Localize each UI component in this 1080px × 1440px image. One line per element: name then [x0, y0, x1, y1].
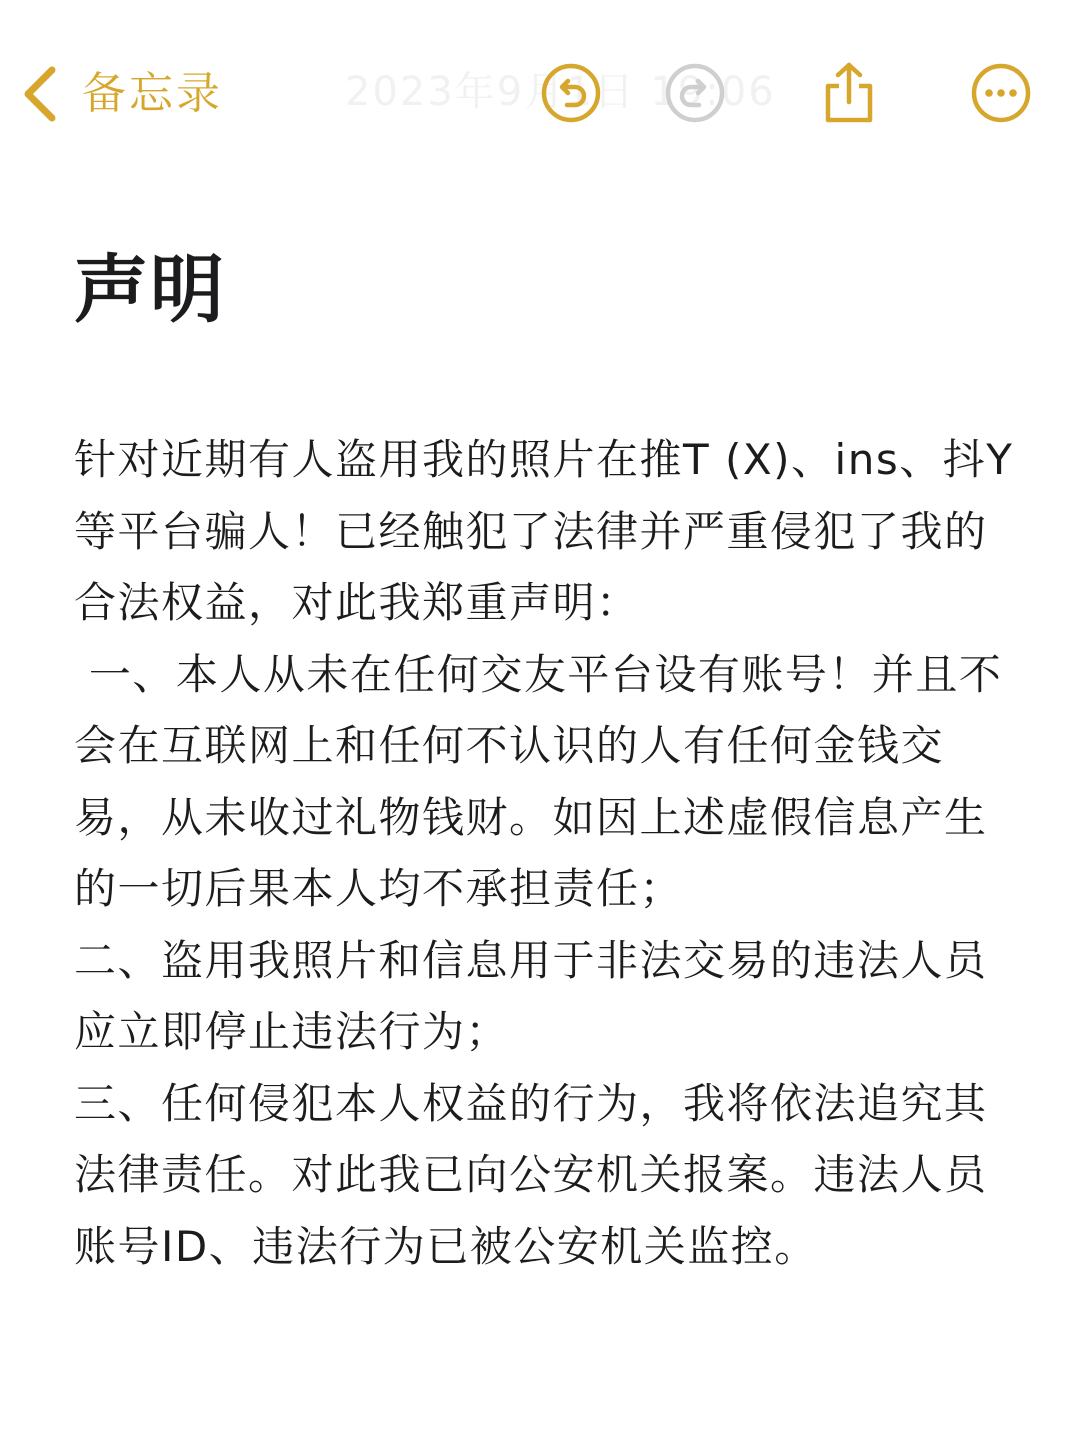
more-icon — [970, 62, 1032, 124]
undo-icon — [540, 62, 602, 124]
redo-icon — [664, 62, 726, 124]
note-paragraph-one: 一、本人从未在任何交友平台设有账号！并且不会在互联网上和任何不认识的人有任何金钱交易，从未收过礼物钱财。如因上述虚假信息产生的一切后果本人均不承担责任； — [74, 649, 1003, 913]
note-paragraph-three: 三、任何侵犯本人权益的行为，我将依法追究其法律责任。对此我已向公安机关报案。违法人员账号ID、违法行为已被公安机关监控。 — [74, 1078, 988, 1271]
note-paragraph-intro: 针对近期有人盗用我的照片在推T (X)、ins、抖Y等平台骗人！已经触犯了法律并严重侵犯了我的合法权益，对此我郑重声明： — [74, 435, 1014, 627]
back-label: 备忘录 — [82, 68, 223, 119]
undo-button[interactable] — [540, 62, 602, 124]
more-button[interactable] — [970, 62, 1032, 124]
share-icon — [818, 62, 880, 124]
chevron-left-icon — [20, 64, 60, 124]
notes-toolbar — [0, 0, 1080, 190]
note-body[interactable] — [74, 424, 1014, 1282]
note-paragraph-two: 二、盗用我照片和信息用于非法交易的违法人员应立即停止违法行为； — [74, 935, 988, 1056]
note-title: 声明 — [74, 247, 226, 333]
note-date: 2023年9月1日 19:06 — [345, 69, 776, 115]
redo-button[interactable] — [664, 62, 726, 124]
back-button[interactable] — [20, 62, 223, 126]
share-button[interactable] — [818, 62, 880, 124]
